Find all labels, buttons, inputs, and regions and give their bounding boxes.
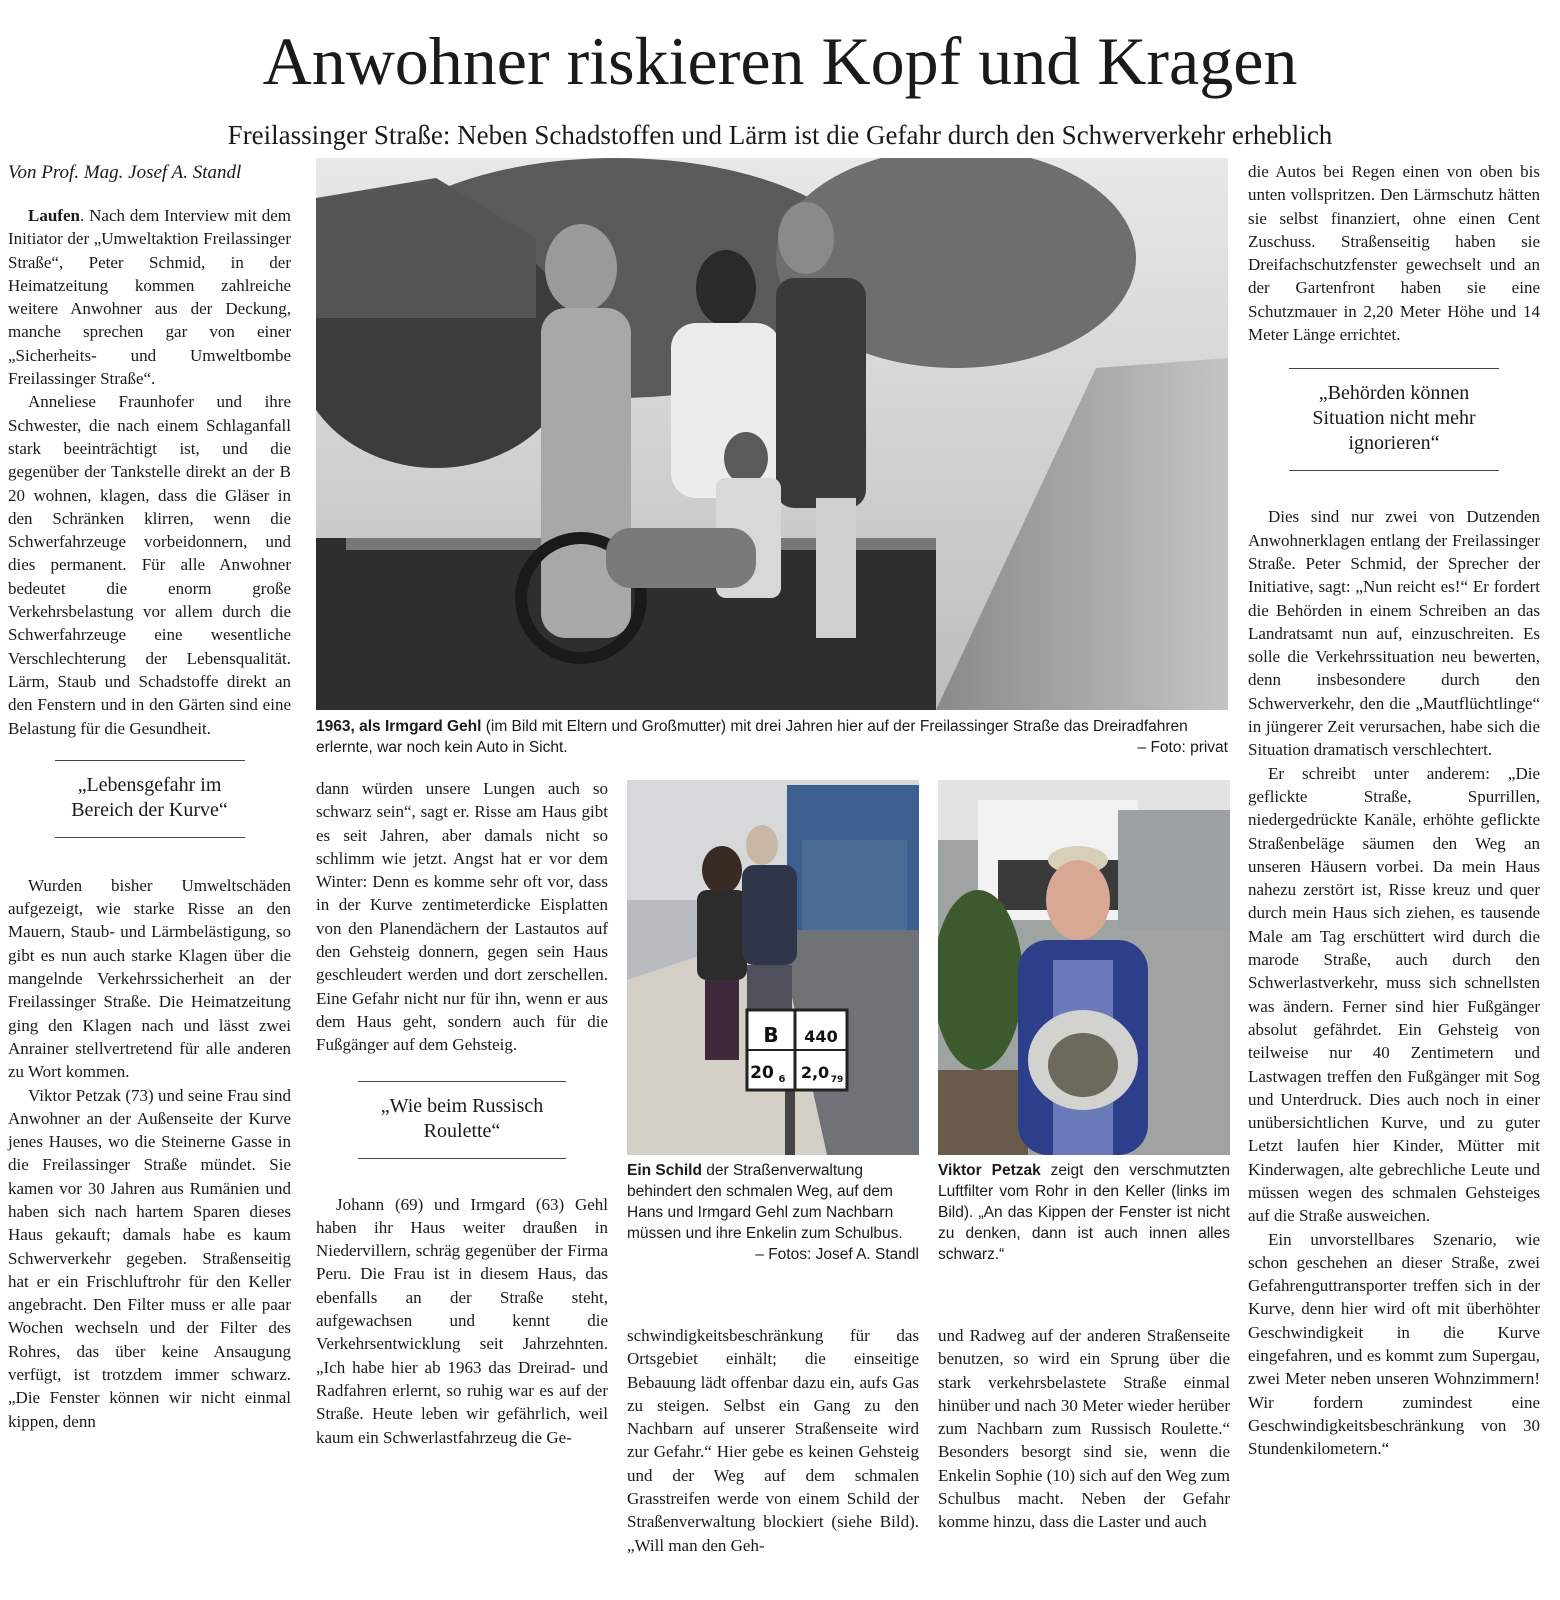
petzak-photo xyxy=(938,780,1230,1155)
sign-left-value: 20 xyxy=(750,1063,774,1083)
intertitle: „Wie beim Russisch Roulette“ xyxy=(358,1081,566,1159)
paragraph: Laufen. Nach dem Interview mit dem Initiator der „Umweltaktion Freilassinger Straße“, Peter Schmid, in der Heimatzeitung kommen zahlreiche weitere Anwohner aus der Deckung, manche sprechen gar von einer „Sicherheits- und Umweltbombe Freilassinger Straße“. xyxy=(8,206,291,389)
paragraph: dann würden unsere Lungen auch so schwarz sein“, sagt er. Risse am Haus gibt es seit Jahren, aber damals nicht so schlimm wie jetzt. Angst hat er vor dem Winter: Denn es komme sehr oft vor, dass in der Kurve zentimeterdicke Eisplatten von den Planendächern der Lastautos auf den Gehsteig donnern, gegen sein Haus geschleudert werden und dort zerschellen. Eine Gefahr nicht nur für ihn, wenn er aus dem Haus geht, sondern auch für die Fußgänger auf dem Gehsteig. xyxy=(316,779,608,1055)
sign-left-sub: 6 xyxy=(778,1074,786,1085)
main-photo-caption: 1963, als Irmgard Gehl (im Bild mit Eltern und Großmutter) mit drei Jahren hier auf der Freilassinger Straße das Dreiradfahren erlernte, war noch kein Auto in Sicht. – Foto: privat xyxy=(316,718,1228,756)
paragraph: die Autos bei Regen einen von oben bis unten vollspritzen. Den Lärmschutz hätten sie selbst finanziert, ohne einen Cent Zuschuss. Straßenseitig haben sie Dreifachschutzfenster gewechselt und an der Gartenfront haben sie eine Schutzmauer in 2,20 Meter Höhe und 14 Meter Länge errichtet. xyxy=(1248,162,1540,345)
column-5 xyxy=(1248,160,1540,1461)
subheadline: Freilassinger Straße: Neben Schadstoffen und Lärm ist die Gefahr durch den Schwerverkehr erheblich xyxy=(227,120,1333,150)
paragraph: Ein unvorstellbares Szenario, wie schon geschehen an dieser Straße, zwei Gefahrenguttransporter treffen sich in der Kurve, denn hier wird oft mit überhöhter Geschwindigkeit in die Kurve eingefahren, und es kommt zum Supergau, zwei Meter neben unseren Wohnzimmern! Wir fordern zumindest eine Geschwindigkeitsbeschränkung von 30 Stundenkilometern.“ xyxy=(1248,1229,1540,1459)
paragraph: Anneliese Fraunhofer und ihre Schwester, die nach einem Schlaganfall stark beeinträchtigt ist, und die gegenüber der Tankstelle direkt an der B 20 wohnen, klagen, dass die Gläser in den Schränken klirren, wenn die Schwerfahrzeuge vorbeidonnern, und dies permanent. Für alle Anwohner bedeutet die enorm große Verkehrsbelastung vor allem durch die Schwerfahrzeuge eine wesentliche Verschlechterung der Lebensqualität. Lärm, Staub und Schadstoffe direkt an den Fenstern und in den Gärten sind eine Belastung für die Gesundheit. xyxy=(8,392,291,738)
column-4 xyxy=(938,1324,1230,1534)
paragraph: schwindigkeitsbeschränkung für das Ortsgebiet einhält; die einseitige Bebauung lädt offenbar dazu ein, aufs Gas zu steigen. Selbst ein Gang zu den Nachbarn auf unserer Straßenseite wird zur Gefahr.“ Hier gebe es keinen Gehsteig und der Weg auf dem schmalen Grasstreifen werde von einem Schild der Straßenverwaltung blockiert (siehe Bild). „Will man den Geh- xyxy=(627,1326,919,1555)
paragraph: Viktor Petzak (73) und seine Frau sind Anwohner an der Außenseite der Kurve jenes Hauses, wo die Steinerne Gasse in die Freilassinger Straße mündet. Sie kamen vor 30 Jahren aus Rumänien und haben sich nach hartem Sparen dieses Haus gekauft; damals habe es kaum Schwerverkehr gegeben. Straßenseitig hat er ein Frischluftrohr für den Keller angebracht. Den Filter muss er alle paar Wochen wechseln und der Filter des Rohres, das über keine Ansaugung verfügt, ist trotzdem immer schwarz. „Die Fenster können wir nicht einmal kippen, denn xyxy=(8,1085,291,1431)
sign-right-sub: 79 xyxy=(830,1075,844,1085)
sign-photo-caption: Ein Schild der Straßenverwaltung behindert den schmalen Weg, auf dem Hans und Irmgard Gehl zum Nachbarn müssen und ihre Enkelin zum Schulbus. – Fotos: Josef A. Standl xyxy=(627,1162,919,1263)
sign-road-label: B xyxy=(763,1023,779,1047)
petzak-photo-caption: Viktor Petzak zeigt den verschmutzten Luftfilter vom Rohr in den Keller (links im Bild). „An das Kippen der Fenster ist nicht zu denken, dann ist auch innen alles schwarz.“ xyxy=(938,1162,1230,1263)
byline: Von Prof. Mag. Josef A. Standl xyxy=(8,162,242,183)
paragraph: Er schreibt unter anderem: „Die geflickte Straße, Spurrillen, niedergedrückte Kanäle, erhöhte geflickte Straßenbeläge säumen den Weg an unseren Häusern vorbei. Da mein Haus nahezu zerstört ist, Risse kreuz und quer durch mein Haus sich ziehen, es tausende Male am Tag erschüttert wird durch die marode Straße, auch durch den Schwerlastverkehr, muss sich schnellsten was ändern. Ferner sind hier Fußgänger absolut gefährdet. Ein Gehsteig von teilweise nur 40 Zentimetern und Lastwagen treffen den Fußgänger mit Sog und Unterdruck. Dies auch noch in einer unübersichtlichen Kurve, und zu guter Letzt laufen hier Kinder, Mütter mit Kinderwagen, alte gebrechliche Leute und müssen wegen des schmalen Gehsteiges auf die Straße ausweichen. xyxy=(1248,763,1540,1226)
headline: Anwohner riskieren Kopf und Kragen xyxy=(262,23,1298,99)
column-2 xyxy=(316,777,608,1449)
paragraph: Wurden bisher Umweltschäden aufgezeigt, wie starke Risse an den Mauern, Staub- und Lärmbelästigung, so gibt es nun auch starke Klagen über die mangelnde Verkehrssicherheit an der Freilassinger Straße. Die Heimatzeitung ging den Klagen nach und lässt zwei Anrainer stellvertretend für alle anderen zu Wort kommen. xyxy=(8,875,291,1082)
paragraph: Johann (69) und Irmgard (63) Gehl haben ihr Haus weiter draußen in Niedervillern, schräg gegenüber der Firma Peru. Die Frau ist in diesem Haus, das ebenfalls an der Straße steht, aufgewachsen und kennt die Verkehrsentwicklung seit Jahrzehnten. „Ich habe hier ab 1963 das Dreirad- und Radfahren erlernt, so ruhig war es auf der Straße. Heute leben wir gefährlich, weil kaum ein Schwerlastfahrzeug die Ge- xyxy=(316,1194,608,1447)
sign-km-label: 440 xyxy=(804,1027,838,1046)
paragraph: Dies sind nur zwei von Dutzenden Anwohnerklagen entlang der Freilassinger Straße. Peter Schmid, der Sprecher der Initiative, sagt: „Nun reicht es!“ Er fordert die Behörden in einem Schreiben an das Landratsamt nun auf, einzuschreiten. Es solle die Verkehrssituation neu bewerten, denn insbesondere durch den Schwerverkehr, den die „Mautflüchtlinge“ in jüngerer Zeit verursachen, habe sich die Situation dramatisch verschlechtert. xyxy=(1248,507,1540,760)
paragraph: und Radweg auf der anderen Straßenseite benutzen, so wird ein Sprung über die stark verkehrsbelastete Straße einmal hinüber und nach 30 Meter wieder herüber zum Nachbarn zum Russisch Roulette.“ Besonders besorgt sind sie, wenn die Enkelin Sophie (10) sich auf den Weg zum Schulbus macht. Neben der Gefahr komme hinzu, dass die Laster und auch xyxy=(938,1326,1230,1532)
column-1 xyxy=(8,204,291,1433)
sign-right-value: 2,0 xyxy=(800,1063,830,1082)
dateline: Laufen xyxy=(28,206,80,225)
intertitle: „Lebensgefahr im Bereich der Kurve“ xyxy=(55,760,245,838)
intertitle: „Behörden können Situation nicht mehr ignorieren“ xyxy=(1289,368,1499,471)
sign-photo xyxy=(627,780,919,1155)
photo-credit: – Foto: privat xyxy=(1137,739,1228,756)
photo-credit: – Fotos: Josef A. Standl xyxy=(755,1246,919,1263)
main-photo xyxy=(316,158,1228,710)
column-3 xyxy=(627,1324,919,1557)
